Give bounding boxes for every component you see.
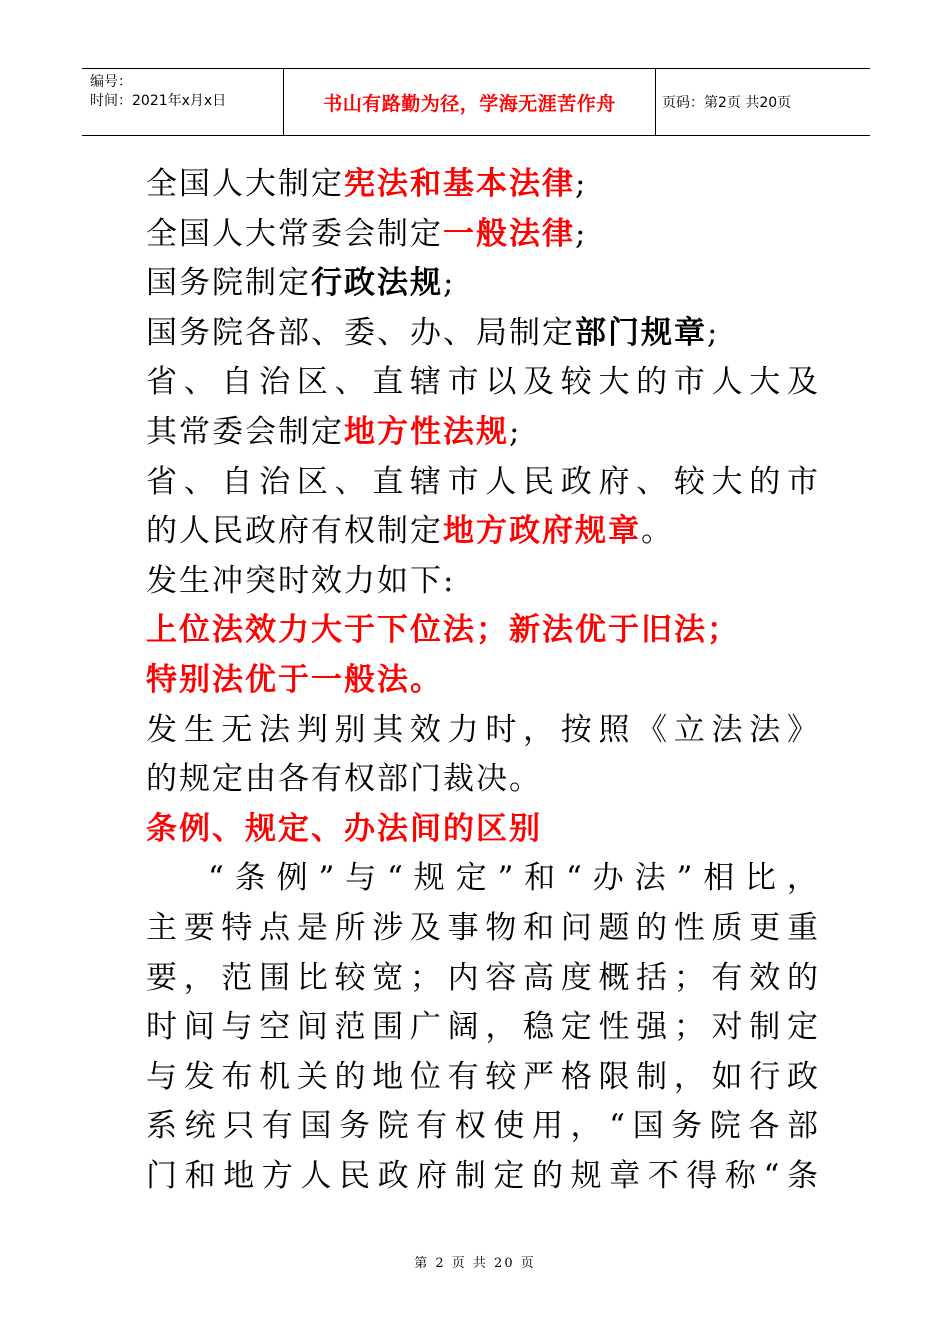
text-char: 方	[261, 1157, 293, 1194]
text-line	[146, 309, 818, 359]
text-char: 时	[146, 1009, 177, 1046]
text-char: “	[387, 860, 403, 897]
text-char: 其	[372, 711, 404, 748]
text-char: 院	[377, 1108, 409, 1145]
text-char: 例	[276, 860, 308, 897]
highlighted-term: 行政法规	[311, 265, 443, 302]
text-char: 市	[673, 364, 705, 401]
highlighted-term: 宪法和基本法律	[344, 166, 575, 202]
text-char: 规	[413, 860, 445, 897]
text-char: “	[763, 1157, 780, 1194]
text-char: 概	[598, 959, 630, 996]
text-char: 效	[409, 711, 441, 748]
text-line	[146, 408, 818, 458]
text-line	[146, 160, 818, 210]
text-char: 市	[447, 463, 479, 500]
text-char: 及	[409, 909, 441, 946]
text-char: 称	[724, 1157, 756, 1194]
text-char: 人	[485, 463, 517, 500]
text-char: 空	[259, 1009, 291, 1046]
text-line	[146, 904, 818, 954]
text-char: 法	[749, 711, 781, 748]
text-char: 使	[493, 1108, 525, 1145]
text-char: 容	[485, 959, 517, 996]
text-char: 高	[523, 959, 555, 996]
text-char: 人	[711, 364, 743, 401]
text-char: 辖	[409, 364, 441, 401]
text-char: 机	[259, 1058, 291, 1095]
text-char: 统	[184, 1108, 216, 1145]
text-char: 省	[146, 463, 177, 500]
text-char: 部	[786, 1108, 818, 1145]
text-char: 要	[183, 909, 215, 946]
text-char: 阔	[447, 1009, 479, 1046]
text-char: 问	[560, 909, 592, 946]
text-segment: 其常委会制定	[146, 413, 344, 450]
text-char: 自	[221, 463, 253, 500]
text-char: 条	[234, 860, 266, 897]
text-segment: ;	[509, 413, 522, 450]
text-char: 间	[183, 1009, 215, 1046]
text-line	[146, 259, 818, 309]
text-line	[146, 805, 818, 855]
text-char: 按	[560, 711, 592, 748]
text-char: 力	[447, 711, 479, 748]
text-segment: ;	[707, 314, 720, 351]
text-char: 直	[372, 463, 404, 500]
text-char: 立	[673, 711, 705, 748]
text-char: 发	[146, 711, 177, 748]
text-char: 直	[372, 364, 404, 401]
text-char: 涉	[372, 909, 404, 946]
text-char: 和	[524, 860, 556, 897]
text-char: 比	[745, 860, 777, 897]
text-char: ”	[318, 860, 335, 897]
text-char: 定	[493, 1157, 525, 1194]
text-line	[146, 1102, 818, 1152]
text-char: 围	[259, 959, 291, 996]
text-char: 国	[300, 1108, 332, 1145]
text-char: ；	[673, 959, 705, 996]
text-char: 广	[409, 1009, 441, 1046]
text-char: ；	[673, 1009, 705, 1046]
text-line	[146, 954, 818, 1004]
text-segment: ;	[575, 166, 588, 202]
text-char: 有	[447, 1058, 479, 1095]
text-char: 、	[183, 364, 215, 401]
text-char: 法	[634, 860, 666, 897]
text-char: “	[566, 860, 582, 897]
highlighted-term: 地方性法规	[344, 413, 509, 450]
text-char: ”	[676, 860, 693, 897]
text-char: ，	[485, 1009, 517, 1046]
text-char: 照	[598, 711, 630, 748]
text-char: 是	[296, 909, 328, 946]
text-char: 行	[749, 1058, 781, 1095]
text-char: 市	[786, 463, 818, 500]
text-char: 的	[786, 959, 818, 996]
text-line	[146, 755, 818, 805]
text-char: 政	[377, 1157, 409, 1194]
text-char: 各	[748, 1108, 780, 1145]
text-char: 有	[711, 959, 743, 996]
text-char: 的	[636, 909, 668, 946]
text-segment: 国务院制定	[146, 265, 311, 302]
text-char: 制	[636, 1058, 668, 1095]
text-char: 如	[711, 1058, 743, 1095]
document-number-label: 编号：	[90, 74, 132, 90]
text-segment: 发生冲突时效力如下:	[146, 562, 456, 599]
document-time-label: 时间：2021年x月x日	[90, 93, 227, 109]
text-char: 定	[786, 1009, 818, 1046]
page-footer: 第 2 页 共 20 页	[414, 1256, 536, 1271]
text-char: 办	[592, 860, 624, 897]
text-char: 严	[523, 1058, 555, 1095]
text-char: 务	[338, 1108, 370, 1145]
document-body	[146, 160, 818, 1201]
text-char: 区	[296, 364, 328, 401]
text-char: 以	[485, 364, 517, 401]
text-char: 有	[416, 1108, 448, 1145]
text-char: 物	[485, 909, 517, 946]
text-char: 得	[686, 1157, 718, 1194]
highlighted-term: 条例、规定、办法间的区别	[146, 810, 542, 847]
text-char: 事	[447, 909, 479, 946]
text-line	[146, 1053, 818, 1103]
text-char: 更	[749, 909, 781, 946]
text-char: 布	[221, 1058, 253, 1095]
text-char: 的	[636, 364, 668, 401]
text-char: 与	[146, 1058, 177, 1095]
text-char: 制	[749, 1009, 781, 1046]
highlighted-term: 地方政府规章	[443, 513, 641, 550]
header-meta	[82, 69, 284, 135]
text-char: 治	[259, 364, 291, 401]
text-line	[146, 656, 818, 706]
text-char: 强	[636, 1009, 668, 1046]
text-char: ，	[673, 1058, 705, 1095]
text-segment: 国务院各部、委、办、局制定	[146, 314, 575, 351]
text-segment: 全国人大常委会制定	[146, 215, 443, 252]
text-char: 民	[523, 463, 555, 500]
text-line	[146, 606, 818, 656]
text-char: 宽	[372, 959, 404, 996]
text-segment: 的人民政府有权制定	[146, 513, 443, 550]
text-char: 务	[671, 1108, 703, 1145]
text-char: 性	[673, 909, 705, 946]
text-char: 和	[184, 1157, 216, 1194]
header-page-number: 页码：第2页 共20页	[662, 95, 792, 111]
text-char: 判	[296, 711, 328, 748]
text-char: 系	[146, 1108, 177, 1145]
text-char: 大	[598, 364, 630, 401]
text-char: 的	[334, 1058, 366, 1095]
text-char: 关	[296, 1058, 328, 1095]
text-char: 间	[296, 1009, 328, 1046]
text-char: 大	[711, 463, 743, 500]
text-char: 不	[647, 1157, 679, 1194]
text-char: 限	[598, 1058, 630, 1095]
text-char: ，	[183, 959, 215, 996]
text-char: 较	[334, 959, 366, 996]
text-char: 有	[261, 1108, 293, 1145]
text-char: 大	[749, 364, 781, 401]
text-char: 要	[146, 959, 177, 996]
text-char: 较	[485, 1058, 517, 1095]
text-char: 与	[345, 860, 377, 897]
text-char: ，	[523, 711, 555, 748]
text-char: 辖	[409, 463, 441, 500]
text-char: ，	[786, 860, 818, 897]
text-line	[146, 507, 818, 557]
text-line	[146, 358, 818, 408]
text-char: 院	[709, 1108, 741, 1145]
text-char: 定	[455, 860, 487, 897]
text-char: 位	[409, 1058, 441, 1095]
text-char: 民	[338, 1157, 370, 1194]
text-char: 无	[221, 711, 253, 748]
text-char: 定	[560, 1009, 592, 1046]
text-char: 所	[334, 909, 366, 946]
text-char: 地	[223, 1157, 255, 1194]
text-segment: ;	[575, 215, 588, 252]
text-char: 、	[636, 463, 668, 500]
text-char: 相	[703, 860, 735, 897]
text-line	[146, 557, 818, 607]
text-char: 范	[221, 959, 253, 996]
text-char: 府	[416, 1157, 448, 1194]
text-char: 区	[296, 463, 328, 500]
text-char: 法	[259, 711, 291, 748]
text-char: 法	[711, 711, 743, 748]
text-char: 度	[560, 959, 592, 996]
text-char: 制	[454, 1157, 486, 1194]
text-char: 治	[259, 463, 291, 500]
text-char: 府	[598, 463, 630, 500]
text-char: 国	[632, 1108, 664, 1145]
text-line	[146, 1003, 818, 1053]
text-char: 性	[598, 1009, 630, 1046]
text-segment: ;	[443, 265, 456, 302]
text-char: 市	[447, 364, 479, 401]
highlighted-term: 一般法律	[443, 215, 575, 252]
text-char: 格	[560, 1058, 592, 1095]
text-char: 政	[786, 1058, 818, 1095]
text-char: 及	[523, 364, 555, 401]
highlighted-term: 部门规章	[575, 314, 707, 351]
text-char: 括	[636, 959, 668, 996]
text-char: 《	[636, 711, 668, 748]
text-char: 的	[531, 1157, 563, 1194]
text-char: ，	[570, 1108, 602, 1145]
text-char: 内	[447, 959, 479, 996]
text-char: 别	[334, 711, 366, 748]
text-line	[146, 854, 818, 904]
text-char: 政	[560, 463, 592, 500]
text-char: 人	[300, 1157, 332, 1194]
text-char: “	[208, 860, 224, 897]
text-line	[146, 458, 818, 508]
highlighted-term: 特别法优于一般法。	[146, 661, 443, 698]
text-segment: 。	[641, 513, 674, 550]
text-char: 的	[749, 463, 781, 500]
text-char: “	[609, 1108, 625, 1145]
text-char: 主	[146, 909, 177, 946]
text-char: 权	[454, 1108, 486, 1145]
text-char: 较	[673, 463, 705, 500]
text-char: 题	[598, 909, 630, 946]
text-char: 、	[183, 463, 215, 500]
text-char: 、	[334, 364, 366, 401]
text-char: 和	[523, 909, 555, 946]
text-line	[146, 706, 818, 756]
text-char: 地	[372, 1058, 404, 1095]
text-char: 章	[609, 1157, 641, 1194]
text-char: 及	[786, 364, 818, 401]
text-segment: 的规定由各有权部门裁决。	[146, 761, 542, 798]
text-char: 效	[749, 959, 781, 996]
text-char: 自	[221, 364, 253, 401]
text-char: 围	[372, 1009, 404, 1046]
text-char: 规	[570, 1157, 602, 1194]
text-line	[146, 210, 818, 260]
text-char: 》	[786, 711, 818, 748]
text-char: 质	[711, 909, 743, 946]
text-char: 门	[146, 1157, 177, 1194]
highlighted-term: 上位法效力大于下位法；新法优于旧法；	[146, 612, 740, 649]
text-char: 稳	[523, 1009, 555, 1046]
text-char: ；	[409, 959, 441, 996]
text-char: 生	[183, 711, 215, 748]
text-segment: 全国人大制定	[146, 166, 344, 202]
text-char: ”	[497, 860, 514, 897]
text-char: 发	[183, 1058, 215, 1095]
text-line	[146, 1152, 818, 1202]
text-char: 点	[259, 909, 291, 946]
text-char: 范	[334, 1009, 366, 1046]
text-char: 、	[334, 463, 366, 500]
text-char: 较	[560, 364, 592, 401]
text-char: 对	[711, 1009, 743, 1046]
text-char: 重	[786, 909, 818, 946]
text-char: 时	[485, 711, 517, 748]
text-char: 省	[146, 364, 177, 401]
text-char: 比	[296, 959, 328, 996]
page-header	[82, 68, 870, 136]
text-char: 只	[223, 1108, 255, 1145]
text-char: 用	[531, 1108, 563, 1145]
header-motto: 书山有路勤为径，学海无涯苦作舟	[284, 69, 656, 135]
text-char: 特	[221, 909, 253, 946]
text-char: 条	[786, 1157, 818, 1194]
text-char: 与	[221, 1009, 253, 1046]
